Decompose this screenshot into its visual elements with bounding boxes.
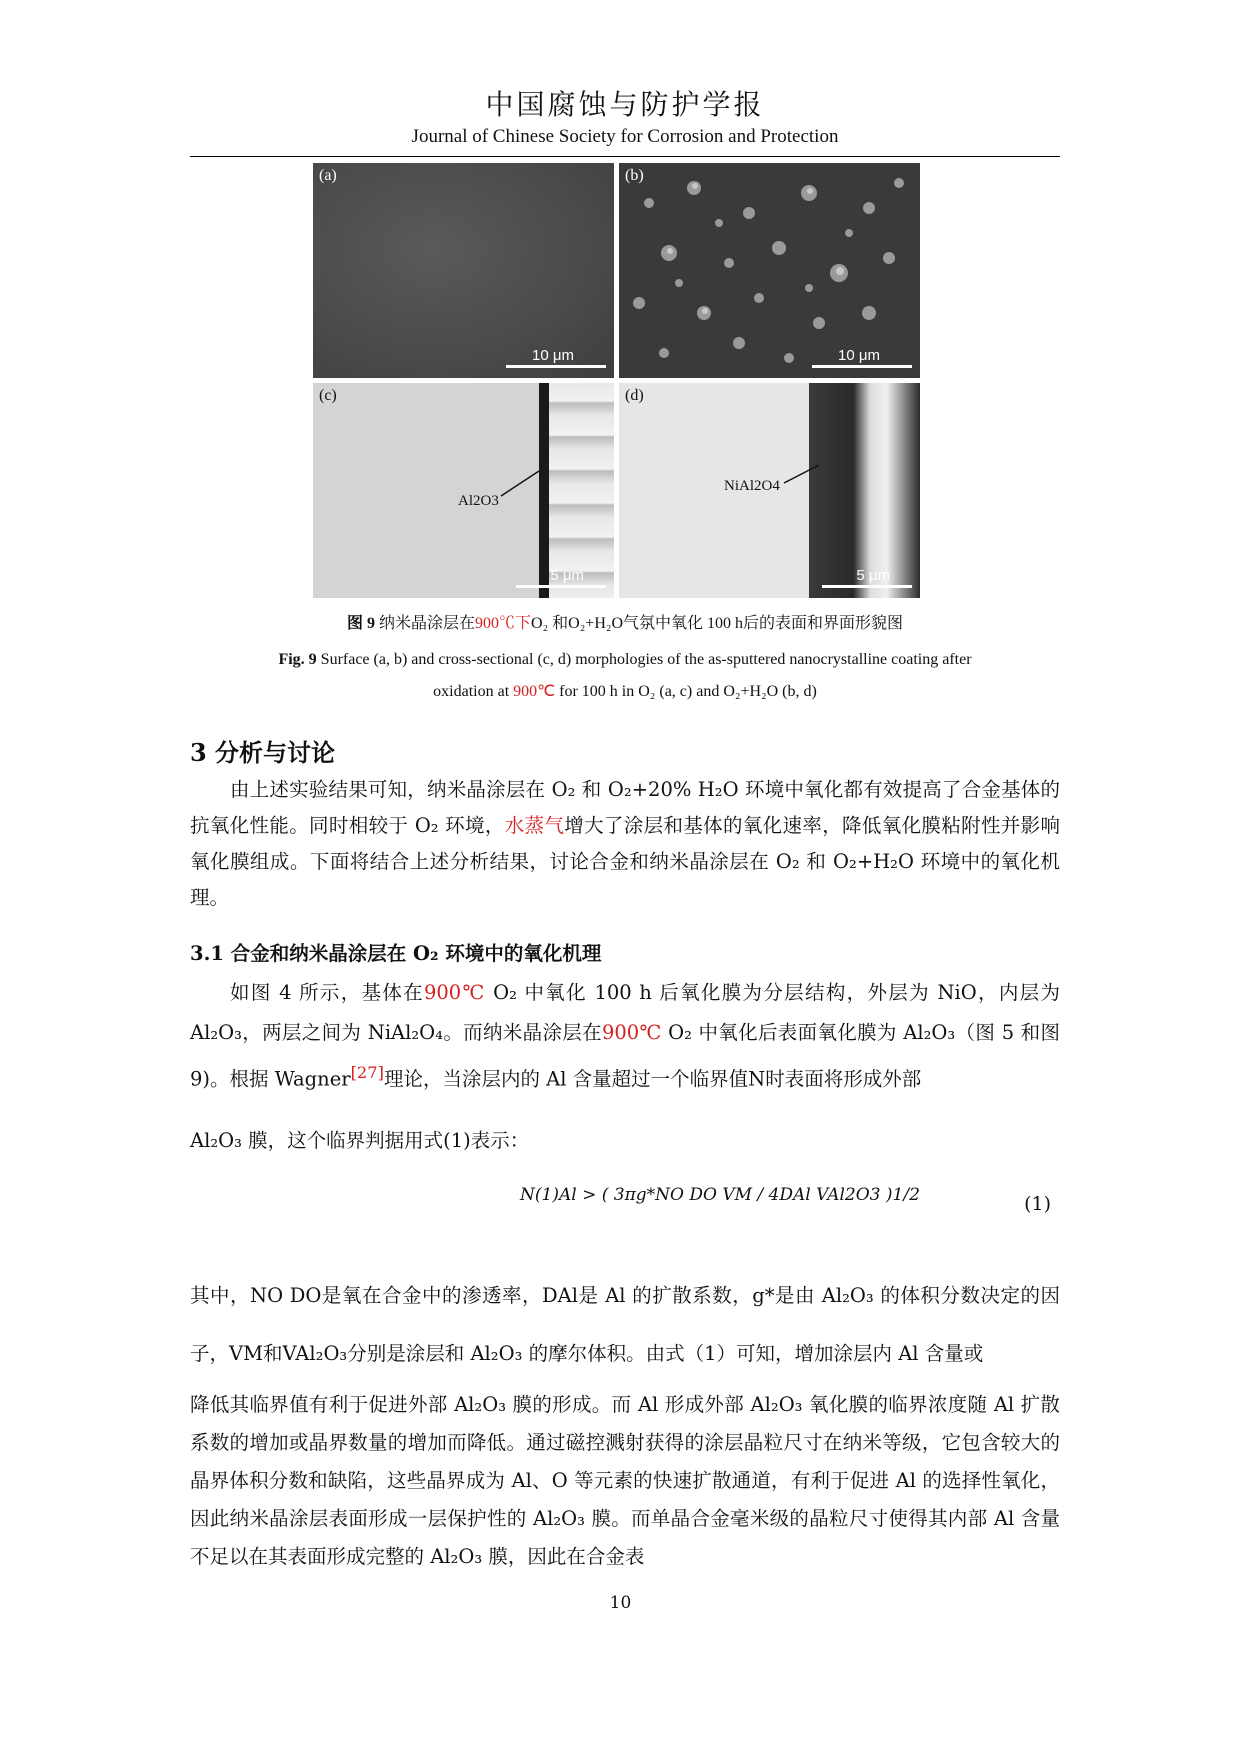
caption-cn-text-a: 纳米晶涂层在 xyxy=(379,615,476,632)
paragraph-2 xyxy=(190,973,1060,1100)
p2-red-1: 900℃ xyxy=(423,981,486,1004)
scale-bar xyxy=(822,585,912,588)
p1-text-a: 由上述实验结果可知，纳米晶涂层在 O₂ 和 O₂+20% H₂O 环境中氧化都有效提高了合金基体的抗氧化性能。同时相较于 O₂ 环境， xyxy=(190,778,1060,837)
paragraph-1 xyxy=(190,772,1060,916)
caption-en-l2a: oxidation at xyxy=(433,683,510,700)
paragraph-4: 其中，NO DO是氧在合金中的渗透率，DAl是 Al 的扩散系数，g*是由 Al₂O₃ 的体积分数决定的因子，VM和VAl₂O₃分别是涂层和 Al₂O₃ 的摩尔体积。由式（1）可知，增加涂层内 Al 含量或 xyxy=(190,1284,1060,1365)
scale-bar xyxy=(506,365,606,368)
journal-title-cn: 中国腐蚀与防护学报 xyxy=(485,88,765,121)
subsection-heading: 3.1 合金和纳米晶涂层在 O₂ 环境中的氧化机理 xyxy=(190,942,602,965)
caption-cn-prefix: 图 9 xyxy=(346,615,375,632)
figure-caption-en xyxy=(190,644,1060,708)
phase-annotation: NiAl2O4 xyxy=(724,478,780,494)
figure-caption-cn xyxy=(190,610,1060,633)
p2-text-b: O₂ 中氧化 100 h 后氧化膜为分层结构，外层为 NiO，内层为 Al₂O₃，两层之间为 NiAl₂O₄。而纳米晶涂层在 xyxy=(190,981,1060,1044)
panel-label: (a) xyxy=(319,167,337,184)
citation-ref[interactable]: [27] xyxy=(350,1063,384,1082)
scale-label: 5 μm xyxy=(550,567,584,584)
particle-texture xyxy=(619,163,920,378)
caption-en-prefix: Fig. 9 xyxy=(278,651,317,668)
panel-label: (c) xyxy=(319,387,337,404)
p2-text-c: O₂ 中氧化后表面氧化膜为 Al₂O₃（图 5 和图 9)。根据 Wagner xyxy=(190,1021,1060,1091)
figure-panel-c xyxy=(313,383,614,598)
p1-text-b: 增大了涂层和基体的氧化速率，降低氧化膜粘附性并影响氧化膜组成。下面将结合上述分析结果，讨论合金和纳米晶涂层在 O₂ 和 O₂+H₂O 环境中的氧化机理。 xyxy=(190,814,1060,909)
figure-panel-d xyxy=(619,383,920,598)
figure-panel-a xyxy=(313,163,614,378)
p2-red-2: 900℃ xyxy=(601,1021,662,1044)
p2-text-a: 如图 4 所示，基体在 xyxy=(230,981,424,1004)
scale-bar xyxy=(812,365,912,368)
caption-en-red: 900℃ xyxy=(513,683,556,700)
annotation-arrow xyxy=(313,383,614,598)
scale-label: 10 μm xyxy=(838,347,880,364)
figure-panel-b xyxy=(619,163,920,378)
panel-label: (b) xyxy=(625,167,644,184)
scale-label: 5 μm xyxy=(856,567,890,584)
page-number: 10 xyxy=(609,1593,632,1613)
section-heading: 3 分析与讨论 xyxy=(190,738,336,767)
caption-cn-text-b: O₂ 和O₂+H₂O气氛中氧化 100 h后的表面和界面形貌图 xyxy=(531,615,904,632)
caption-en-line1: Surface (a, b) and cross-sectional (c, d) morphologies of the as-sputtered nanocrystalline coating after xyxy=(320,651,972,668)
journal-title-en: Journal of Chinese Society for Corrosion and Protection xyxy=(411,126,839,147)
equation-1: N(1)Al > ( 3πg*NO DO VM / 4DAl VAl2O3 )1/2 xyxy=(520,1185,920,1205)
p2-text-d: 理论，当涂层内的 Al 含量超过一个临界值N xyxy=(383,1067,766,1091)
header-rule xyxy=(190,156,1060,157)
caption-en-l2b: for 100 h in O₂ (a, c) and O₂+H₂O (b, d) xyxy=(559,683,817,700)
panel-label: (d) xyxy=(625,387,644,404)
p1-red: 水蒸气 xyxy=(504,814,565,837)
phase-annotation: Al2O3 xyxy=(458,493,499,509)
journal-header xyxy=(190,88,1060,150)
annotation-arrow xyxy=(619,383,920,598)
scale-bar xyxy=(516,585,606,588)
p2-text-e: 时表面将形成外部 xyxy=(765,1067,922,1091)
equation-number: (1) xyxy=(1024,1193,1051,1215)
scale-label: 10 μm xyxy=(532,347,574,364)
caption-cn-red: 900℃下 xyxy=(475,615,532,632)
paragraph-5: 降低其临界值有利于促进外部 Al₂O₃ 膜的形成。而 Al 形成外部 Al₂O₃ 氧化膜的临界浓度随 Al 扩散系数的增加或晶界数量的增加而降低。通过磁控溅射获得的涂层晶粒尺寸在纳米等级，它包含较大的晶界体积分数和缺陷，这些晶界成为 Al、O 等元素的快速扩散通道，有利于促进 Al 的选择性氧化，因此纳米晶涂层表面形成一层保护性的 Al₂O₃ 膜。而单晶合金毫米级的晶粒尺寸使得其内部 Al 含量不足以在其表面形成完整的 Al₂O₃ 膜，因此在合金表 xyxy=(190,1393,1060,1568)
paragraph-3: Al₂O₃ 膜，这个临界判据用式(1)表示： xyxy=(190,1129,530,1152)
